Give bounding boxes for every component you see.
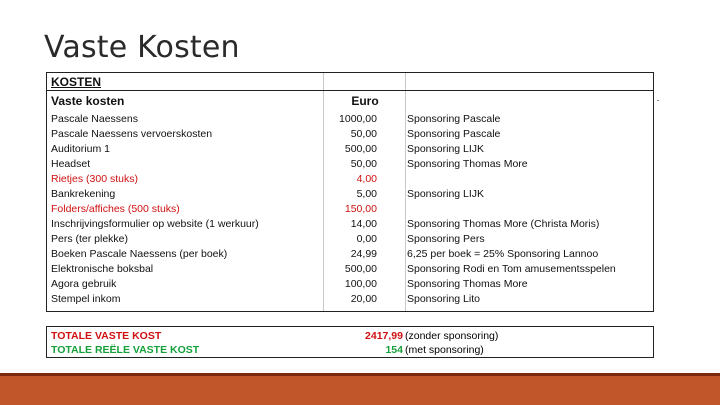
cost-item: Stempel inkom — [51, 293, 121, 305]
cost-item: Boeken Pascale Naessens (per boek) — [51, 248, 228, 260]
sheet-title: KOSTEN — [51, 75, 102, 89]
cost-item: Agora gebruik — [51, 278, 117, 290]
cost-row — [47, 247, 653, 263]
cost-item: Headset — [51, 158, 91, 170]
slide-title: Vaste Kosten — [44, 30, 240, 65]
cost-item: Folders/affiches (500 stuks) — [51, 203, 180, 215]
cost-note: Sponsoring Thomas More — [407, 158, 528, 170]
total-row-fixed — [47, 329, 653, 343]
total-note: (zonder sponsoring) — [405, 330, 499, 342]
cost-note: Sponsoring Thomas More (Christa Moris) — [407, 218, 600, 230]
cost-row — [47, 127, 653, 143]
cost-row — [47, 157, 653, 173]
header-amount: Euro — [351, 94, 379, 108]
sheet-title-row — [47, 75, 653, 91]
cost-row — [47, 142, 653, 158]
cost-row — [47, 232, 653, 248]
cost-amount: 5,00 — [356, 188, 377, 200]
cost-note: Sponsoring Pascale — [407, 128, 501, 140]
cost-row — [47, 262, 653, 278]
cost-note: Sponsoring Pascale — [407, 113, 501, 125]
cost-amount: 14,00 — [350, 218, 377, 230]
cost-note: Sponsoring LIJK — [407, 143, 485, 155]
cost-amount: 50,00 — [350, 128, 377, 140]
cost-note: Sponsoring Thomas More — [407, 278, 528, 290]
cost-row — [47, 172, 653, 188]
cost-spreadsheet — [46, 72, 654, 312]
cost-item: Pascale Naessens vervoerskosten — [51, 128, 213, 140]
cost-item: Bankrekening — [51, 188, 116, 200]
cost-note: Sponsoring Lito — [407, 293, 480, 305]
cost-amount: 500,00 — [344, 143, 377, 155]
cost-note: Sponsoring LIJK — [407, 188, 485, 200]
cost-note: Sponsoring Pers — [407, 233, 485, 245]
cost-amount: 1000,00 — [339, 113, 377, 125]
stray-dot — [657, 100, 659, 101]
cost-note: Sponsoring Rodi en Tom amusementsspelen — [407, 263, 616, 275]
totals-box — [46, 326, 654, 358]
cost-amount: 500,00 — [344, 263, 377, 275]
total-note: (met sponsoring) — [405, 344, 484, 356]
cost-item: Rietjes (300 stuks) — [51, 173, 138, 185]
cost-amount: 20,00 — [350, 293, 377, 305]
header-item: Vaste kosten — [51, 94, 125, 108]
total-amount: 154 — [385, 344, 403, 356]
cost-amount: 24,99 — [350, 248, 377, 260]
cost-row — [47, 277, 653, 293]
total-row-real — [47, 343, 653, 357]
header-row — [47, 94, 653, 110]
cost-item: Pascale Naessens — [51, 113, 138, 125]
cost-row — [47, 187, 653, 203]
cost-row — [47, 202, 653, 218]
total-label: TOTALE REËLE VASTE KOST — [51, 344, 200, 356]
cost-amount: 100,00 — [344, 278, 377, 290]
cost-amount: 50,00 — [350, 158, 377, 170]
cost-item: Elektronische boksbal — [51, 263, 154, 275]
cost-amount: 4,00 — [356, 173, 377, 185]
cost-row — [47, 112, 653, 128]
total-amount: 2417,99 — [365, 330, 403, 342]
total-label: TOTALE VASTE KOST — [51, 330, 162, 342]
cost-item: Pers (ter plekke) — [51, 233, 129, 245]
cost-item: Inschrijvingsformulier op website (1 werkuur) — [51, 218, 259, 230]
cost-amount: 0,00 — [356, 233, 377, 245]
footer-bar — [0, 376, 720, 405]
cost-amount: 150,00 — [344, 203, 377, 215]
cost-item: Auditorium 1 — [51, 143, 110, 155]
cost-note: 6,25 per boek = 25% Sponsoring Lannoo — [407, 248, 599, 260]
cost-row — [47, 217, 653, 233]
header-rule — [47, 90, 653, 91]
cost-row — [47, 292, 653, 308]
